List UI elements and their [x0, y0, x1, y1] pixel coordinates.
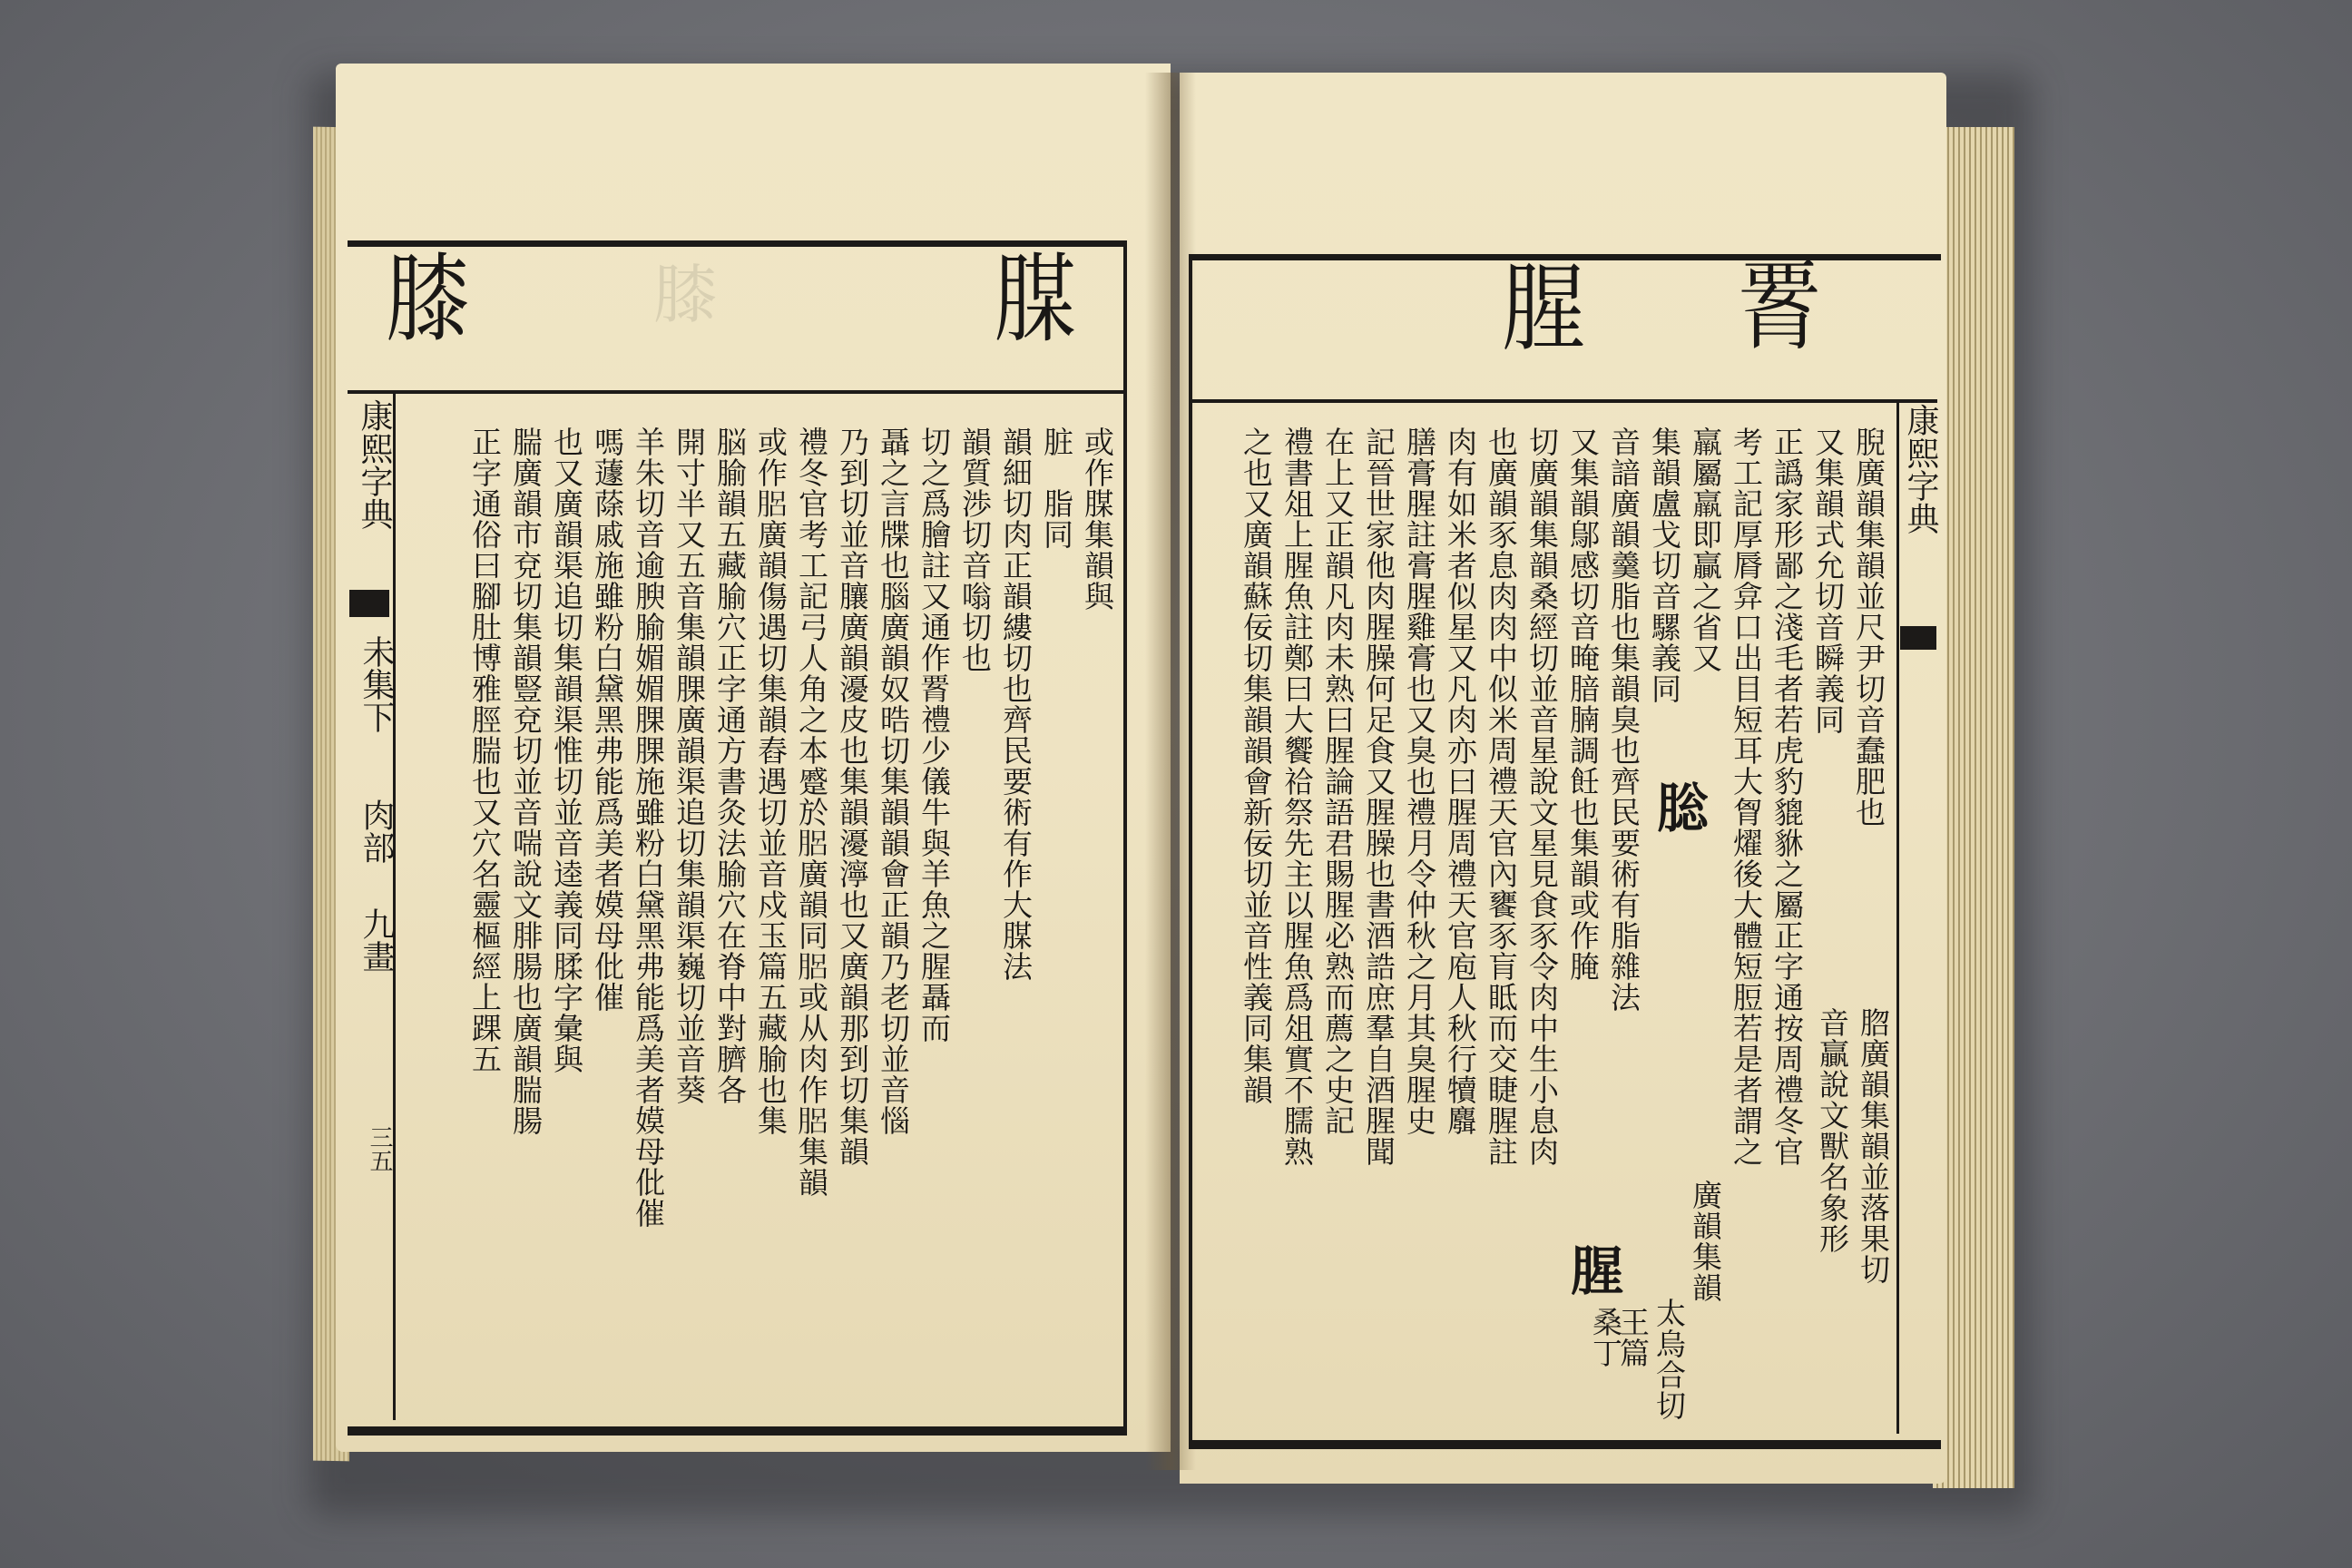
margin-strokes: 九畫: [358, 907, 395, 973]
text-column: 聶之言牒也腦廣韻奴晧切集韻韻會正韻乃老切並音惱: [876, 426, 911, 1136]
text-column: 之也又廣韻蘇佞切集韻韻會新佞切並音性義同集韻: [1239, 426, 1274, 1105]
text-column: 又集韻鄔感切音晻腤腩調飪也集韻或作腌: [1565, 426, 1601, 982]
show-through-character: 膝: [653, 258, 717, 332]
text-column: 集韻盧戈切音騾義同: [1647, 426, 1682, 704]
text-column: 乃到切並音䑋廣韻瀀皮也集韻瀀濘也又廣韻那到切集韻: [835, 426, 870, 1167]
text-column: 脏 脂同: [1039, 426, 1074, 612]
margin-book-title: 康熙字典: [356, 399, 393, 530]
text-column: 又集韻式允切音瞬義同: [1810, 426, 1846, 735]
fold-mark: [349, 590, 389, 617]
left-fold-strip: [348, 390, 396, 1420]
text-column: 記晉世家他肉腥臊何足食又腥臊也書酒誥庶羣自酒腥聞: [1361, 426, 1396, 1167]
text-column: 音贏說文獸名象形: [1815, 1007, 1850, 1254]
text-column: 脗廣韻集韻並落果切: [1856, 1007, 1891, 1285]
seal-character: 膝: [386, 243, 470, 356]
seal-character: 𦝫: [1738, 252, 1822, 365]
text-column: 切廣韻集韻桑經切並音星說文星見食豕令肉中生小息肉: [1524, 426, 1560, 1167]
text-column: 王篇: [1615, 1307, 1651, 1368]
text-column: 在上又正韻凡肉未熟曰腥論語君賜腥必熟而薦之史記: [1320, 426, 1356, 1136]
text-column: 脳腧韻五藏腧穴正字通方書灸法腧穴在脊中對臍各: [712, 426, 748, 1105]
text-column: 也又廣韻渠追切集韻渠惟切並音逵義同腬字彙與: [549, 426, 584, 1074]
page-number: 三五: [366, 1125, 393, 1172]
text-column: 開寸半又五音集韻腂廣韻渠追切集韻渠巍切並音葵: [671, 426, 707, 1105]
text-column: 廣韻集韻: [1688, 1180, 1723, 1303]
text-column: 考工記厚脣弇口出目短耳大胷燿後大體短脰若是者謂之: [1729, 426, 1764, 1167]
head-character: 䐋: [1648, 780, 1710, 834]
text-column: 音諳廣韻羹脂也集韻臭也齊民要術有脂雜法: [1606, 426, 1642, 1013]
text-column: 韻細切肉正韻縷切也齊民要術有作大腜法: [998, 426, 1034, 982]
fold-mark: [1900, 626, 1936, 650]
text-column: 肉有如米者似星又凡肉亦曰腥周禮天官庖人秋行犢麛: [1443, 426, 1478, 1136]
text-column: 也廣韻豕息肉肉中似米周禮天官內饔豕肓眡而交睫腥註: [1484, 426, 1519, 1167]
text-column: 腨廣韻市兗切集韻豎兗切並音喘說文腓腸也廣韻腨腸: [508, 426, 544, 1136]
seal-character: 腜: [994, 243, 1078, 356]
margin-section: 未集下: [358, 635, 395, 733]
text-column: 膳膏腥註膏腥雞膏也又臭也禮月令仲秋之月其臭腥史: [1402, 426, 1437, 1136]
text-column: 禮書俎上腥魚註鄭曰大饗祫祭先主以腥魚爲俎實不臑熟: [1279, 426, 1315, 1167]
right-fold-strip: [1896, 399, 1937, 1434]
text-column: 桑丁: [1588, 1307, 1623, 1368]
text-column: 韻質渉切音嗡切也: [957, 426, 993, 673]
text-column: 切之爲膾註又通作𦝫禮少儀牛與羊魚之腥聶而: [916, 426, 952, 1044]
text-column: 或作腜集韻與: [1080, 426, 1115, 612]
text-column: 禮冬官考工記弓人角之本蹙於𦛗廣韻同𦛗或从肉作𦛗集韻: [794, 426, 829, 1198]
margin-radical: 肉部: [358, 799, 395, 864]
text-column: 嗎蘧蒢戚施雖粉白黛黑弗能爲美者嫫母仳催: [590, 426, 625, 1013]
head-character: 腥: [1562, 1243, 1623, 1297]
seal-character: 腥: [1502, 252, 1586, 365]
text-column: 或作𦛗廣韻傷遇切集韻舂遇切並音戍玉篇五藏腧也集: [753, 426, 789, 1136]
text-column: 正譌家形鄙之淺毛者若虎豹貔貅之屬正字通按周禮冬官: [1769, 426, 1805, 1167]
text-column: 太烏合切: [1651, 1298, 1687, 1421]
margin-book-title: 康熙字典: [1902, 404, 1939, 534]
text-column: 羊朱切音逾腴腧媚媚腂腂施雖粉白黛黑弗能爲美者嫫母仳催: [631, 426, 666, 1229]
text-column: 腉廣韻集韻並尺尹切音蠢肥也: [1851, 426, 1886, 828]
text-column: 羸屬羸即贏之省又: [1688, 426, 1723, 673]
text-column: 正字通俗曰腳肚博雅脛腨也又穴名靈樞經上踝五: [467, 426, 503, 1074]
